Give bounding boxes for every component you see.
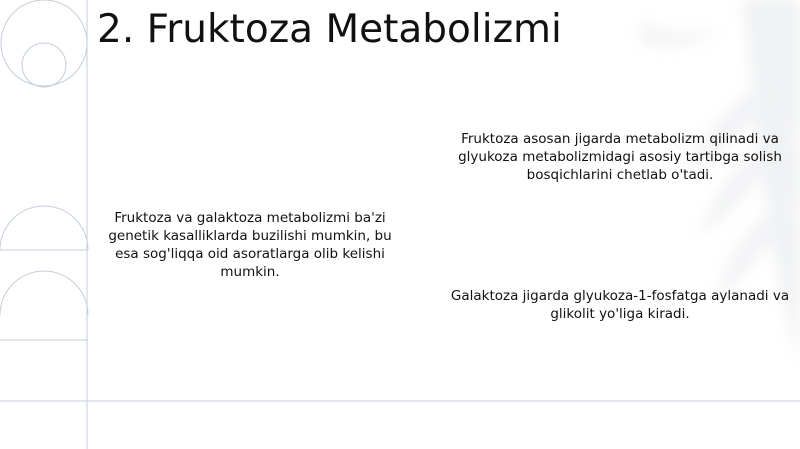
slide-title: 2. Fruktoza Metabolizmi — [97, 7, 562, 52]
text-block-genetic-disorders: Fruktoza va galaktoza metabolizmi ba'zi genetik kasalliklarda buzilishi mumkin, bu esa sog'liqqa oid asoratlarga olib kelishi mumkin. — [108, 210, 392, 280]
text-block-fructose-liver: Fruktoza asosan jigarda metabolizm qilinadi va glyukoza metabolizmidagi asosiy tartibga solish bosqichlarini chetlab o'tadi. — [458, 131, 782, 183]
text-block-galactose-liver: Galaktoza jigarda glyukoza-1-fosfatga aylanadi va glikolit yo'liga kiradi. — [450, 288, 790, 322]
